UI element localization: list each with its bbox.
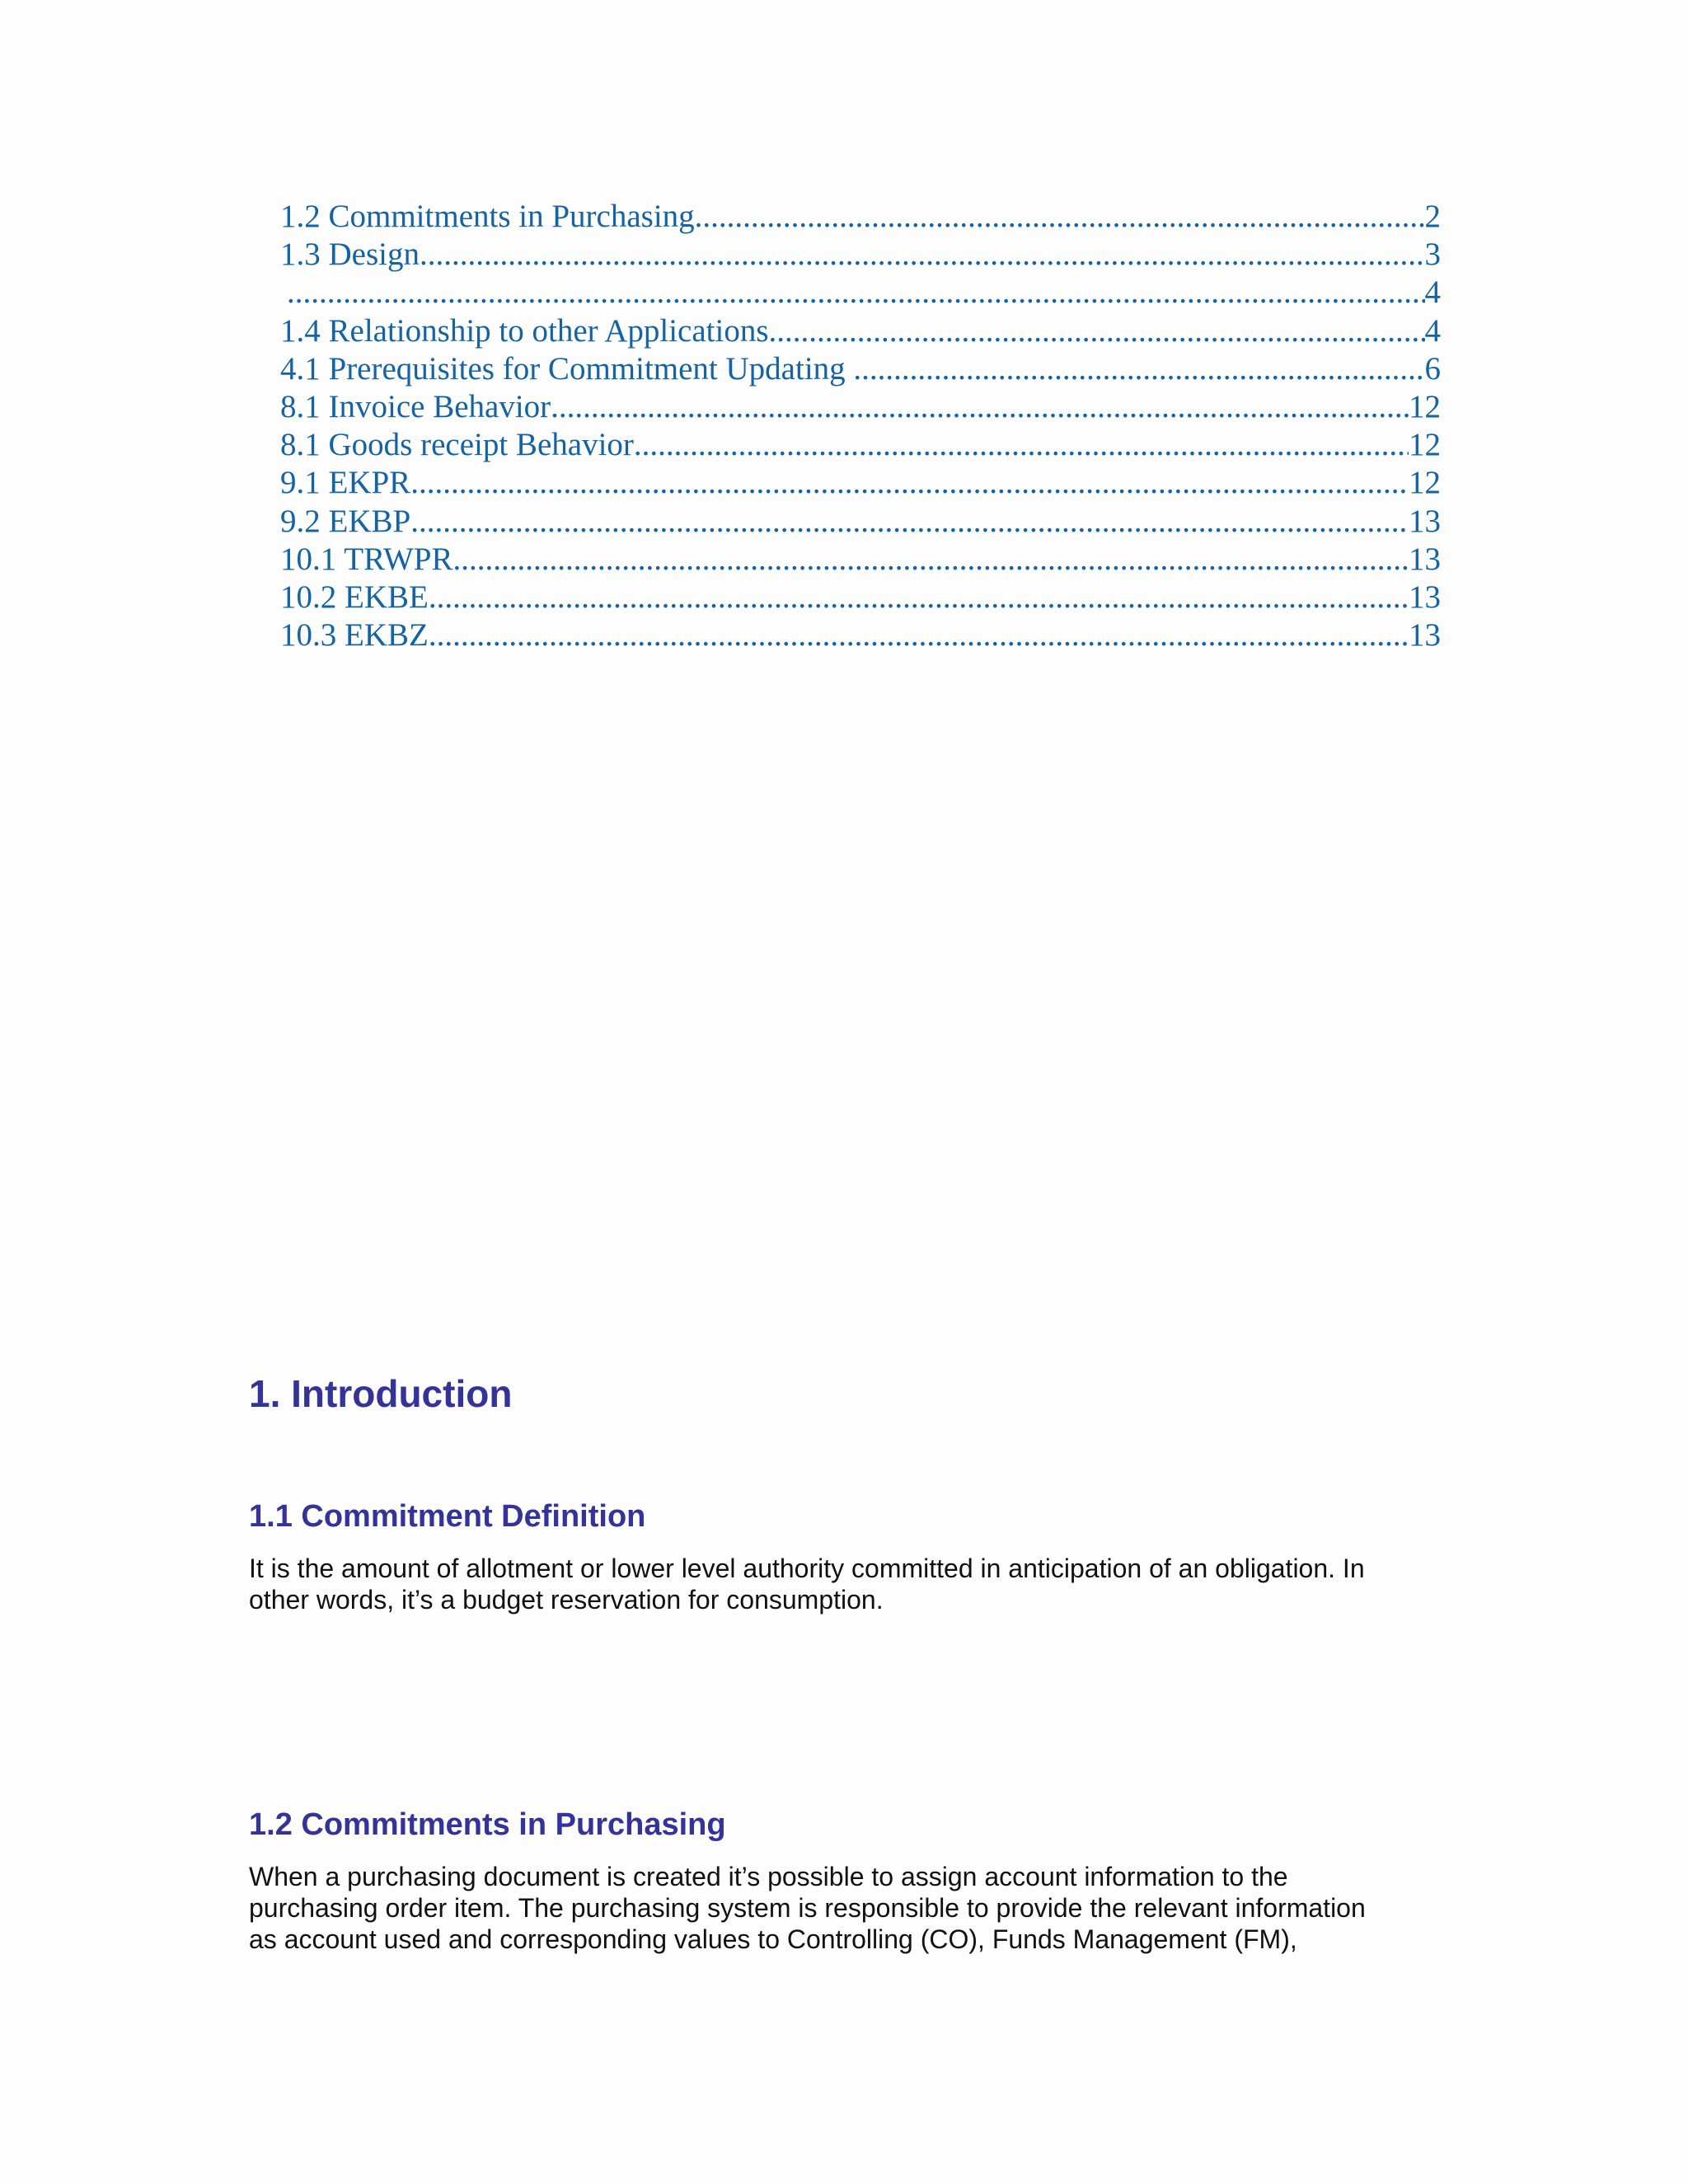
paragraph-line: When a purchasing document is created it’s possible to assign account information to the bbox=[249, 1862, 1288, 1891]
toc-entry-9-2-ekbp[interactable] bbox=[280, 503, 1441, 541]
toc-page-number: 4 bbox=[1424, 312, 1441, 349]
toc-page-number: 6 bbox=[1424, 350, 1441, 387]
toc-page-number: 13 bbox=[1409, 541, 1441, 577]
paragraph-line: as account used and corresponding values to Controlling (CO), Funds Management (FM), bbox=[249, 1924, 1297, 1954]
toc-page-number: 13 bbox=[1409, 617, 1441, 654]
toc-entry-title: 1.2 Commitments in Purchasing bbox=[280, 199, 695, 234]
toc-entry-10-2-ekbe[interactable] bbox=[280, 579, 1441, 616]
toc-page-number: 12 bbox=[1409, 427, 1441, 463]
toc-leader-dots bbox=[453, 541, 1409, 579]
toc-entry-title: 9.1 EKPR bbox=[280, 465, 411, 501]
toc-page-number: 3 bbox=[1424, 237, 1441, 273]
toc-entry-title: 10.1 TRWPR bbox=[280, 541, 453, 577]
toc-leader-dots bbox=[551, 388, 1409, 426]
toc-leader-dots bbox=[280, 274, 1425, 312]
commitments-in-purchasing-heading: 1.2 Commitments in Purchasing bbox=[249, 1807, 726, 1842]
toc-page-number: 2 bbox=[1424, 199, 1441, 234]
toc-entry-10-3-ekbz[interactable] bbox=[280, 616, 1441, 654]
toc-entry-8-1-goods-receipt-behavior[interactable] bbox=[280, 426, 1441, 464]
table-of-contents bbox=[280, 198, 1441, 654]
toc-entry-title: 10.3 EKBZ bbox=[280, 617, 429, 654]
toc-entry-title: 8.1 Invoice Behavior bbox=[280, 388, 551, 424]
toc-entry-1-2-commitments-in-purchasing[interactable] bbox=[280, 198, 1441, 236]
toc-page-number: 13 bbox=[1409, 579, 1441, 615]
toc-entry-title: 8.1 Goods receipt Behavior bbox=[280, 427, 634, 463]
toc-page-number: 12 bbox=[1409, 388, 1441, 424]
paragraph-line: other words, it’s a budget reservation for consumption. bbox=[249, 1585, 884, 1615]
paragraph-line: purchasing order item. The purchasing system is responsible to provide the relevant information bbox=[249, 1893, 1366, 1923]
paragraph-line: It is the amount of allotment or lower level authority committed in anticipation of an obligation. In bbox=[249, 1554, 1365, 1583]
toc-entry-4-1-prerequisites[interactable] bbox=[280, 350, 1441, 388]
toc-leader-dots bbox=[410, 503, 1409, 541]
toc-leader-dots bbox=[853, 350, 1424, 388]
toc-entry-title: 9.2 EKBP bbox=[280, 503, 411, 539]
toc-page-number: 13 bbox=[1409, 503, 1441, 539]
toc-entry-title: 1.4 Relationship to other Applications bbox=[280, 312, 769, 349]
toc-entry-title: 10.2 EKBE bbox=[280, 579, 429, 615]
toc-leader-dots bbox=[410, 464, 1409, 502]
toc-entry-1-4-relationship[interactable] bbox=[280, 312, 1441, 350]
toc-leader-dots bbox=[695, 198, 1425, 236]
toc-entry-10-1-trwpr[interactable] bbox=[280, 541, 1441, 579]
toc-page-number: 12 bbox=[1409, 465, 1441, 501]
toc-entry-8-1-invoice-behavior[interactable] bbox=[280, 388, 1441, 426]
toc-leader-dots bbox=[429, 579, 1409, 616]
toc-leader-dots bbox=[420, 236, 1425, 274]
toc-leader-dots bbox=[429, 616, 1409, 654]
commitment-definition-heading: 1.1 Commitment Definition bbox=[249, 1499, 646, 1534]
toc-entry-title: 4.1 Prerequisites for Commitment Updating bbox=[280, 350, 854, 387]
toc-entry-untitled[interactable] bbox=[280, 274, 1441, 312]
commitment-definition-paragraph bbox=[249, 1553, 1452, 1615]
toc-page-number: 4 bbox=[1424, 274, 1441, 311]
toc-entry-title: 1.3 Design bbox=[280, 237, 420, 273]
toc-entry-9-1-ekpr[interactable] bbox=[280, 464, 1441, 502]
toc-entry-1-3-design[interactable] bbox=[280, 236, 1441, 274]
toc-leader-dots bbox=[634, 426, 1409, 464]
commitments-in-purchasing-paragraph bbox=[249, 1861, 1452, 1955]
toc-leader-dots bbox=[769, 312, 1425, 350]
introduction-heading: 1. Introduction bbox=[249, 1372, 513, 1415]
